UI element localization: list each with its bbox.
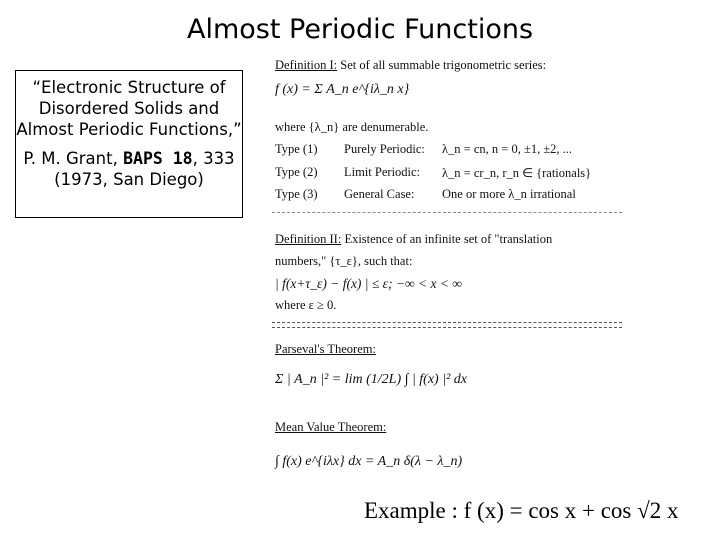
parseval-heading: Parseval's Theorem: bbox=[275, 342, 376, 356]
type1-name: Purely Periodic: bbox=[344, 142, 425, 156]
def1-formula: f (x) = Σ A_n e^{iλ_n x} bbox=[275, 82, 410, 97]
citation-details: , 333 (1973, San Diego) bbox=[54, 149, 235, 189]
def2-text2: numbers," {τ_ε}, such that: bbox=[275, 254, 413, 268]
def2-where: where ε ≥ 0. bbox=[275, 298, 337, 312]
type2-condition: λ_n = cr_n, r_n ∈ {rationals} bbox=[442, 166, 592, 180]
type3-name: General Case: bbox=[344, 187, 415, 201]
def1-where: where {λ_n} are denumerable. bbox=[275, 120, 429, 134]
def2-heading: Definition II: bbox=[275, 232, 342, 246]
mean-value-heading: Mean Value Theorem: bbox=[275, 420, 387, 434]
citation-journal: BAPS 18 bbox=[123, 149, 193, 168]
divider-double-top bbox=[272, 322, 622, 323]
page-title: Almost Periodic Functions bbox=[186, 14, 534, 45]
type3-label: Type (3) bbox=[275, 187, 318, 201]
def2-text: Existence of an infinite set of "translation bbox=[344, 232, 553, 246]
def2-formula: | f(x+τ_ε) − f(x) | ≤ ε; −∞ < x < ∞ bbox=[275, 276, 462, 291]
type3-condition: One or more λ_n irrational bbox=[442, 187, 576, 201]
type1-condition: λ_n = cn, n = 0, ±1, ±2, ... bbox=[442, 142, 573, 156]
citation-reference bbox=[16, 148, 242, 190]
def2-line bbox=[275, 232, 552, 247]
mean-value-formula: ∫ f(x) e^{iλx} dx = A_n δ(λ − λ_n) bbox=[275, 454, 463, 469]
type1-label: Type (1) bbox=[275, 142, 318, 156]
type2-name: Limit Periodic: bbox=[344, 165, 421, 179]
def1-line bbox=[275, 58, 546, 73]
def1-heading: Definition I: bbox=[275, 58, 338, 72]
citation-quote: “Electronic Structure of Disordered Solids and Almost Periodic Functions,” bbox=[16, 78, 242, 139]
citation-box bbox=[15, 70, 243, 218]
divider-dashed bbox=[272, 212, 622, 213]
def1-text: Set of all summable trigonometric series: bbox=[340, 58, 547, 72]
citation-author: P. M. Grant, bbox=[23, 149, 124, 168]
divider-double-bottom bbox=[272, 327, 622, 328]
type2-label: Type (2) bbox=[275, 165, 318, 179]
example-formula: Example : f (x) = cos x + cos √2 x bbox=[364, 498, 679, 523]
parseval-formula: Σ | A_n |² = lim (1/2L) ∫ | f(x) |² dx bbox=[275, 372, 467, 387]
